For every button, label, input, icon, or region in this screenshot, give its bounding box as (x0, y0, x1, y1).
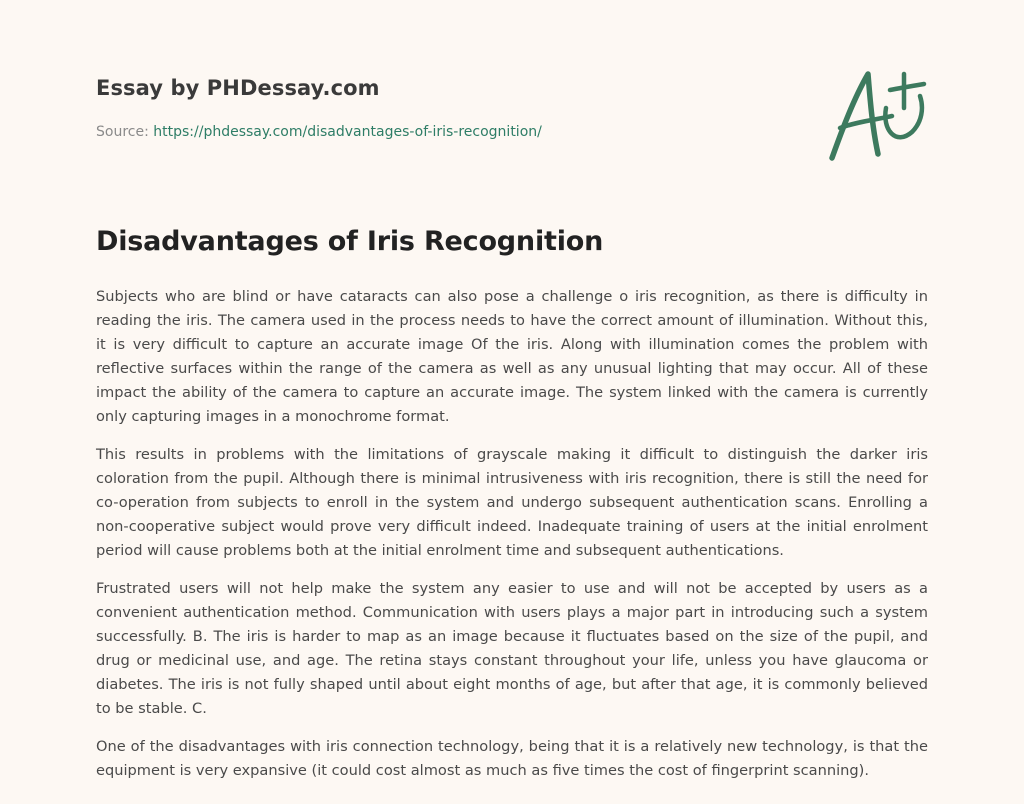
essay-paragraph: This results in problems with the limitations of grayscale making it difficult to distinguish the darker iris coloration from the pupil. Although there is minimal intrusiveness with iris recognition, there is still the need for co-operation from subjects to enroll in the system and undergo subsequent authentication scans. Enrolling a non-cooperative subject would prove very difficult indeed. Inadequate training of users at the initial enrolment period will cause problems both at the initial enrolment time and subsequent authentications. (96, 446, 928, 559)
site-header (96, 76, 928, 176)
a-plus-logo-icon (820, 68, 932, 164)
source-link[interactable]: https://phdessay.com/disadvantages-of-iris-recognition/ (153, 124, 542, 140)
source-label: Source: (96, 124, 154, 140)
essay-paragraph: Subjects who are blind or have cataracts can also pose a challenge o iris recognition, as there is difficulty in reading the iris. The camera used in the process needs to have the correct amount of illumination. Without this, it is very difficult to capture an accurate image Of the iris. Along with illumination comes the problem with reflective surfaces within the range of the camera as well as any unusual lighting that may occur. All of these impact the ability of the camera to capture an accurate image. The system linked with the camera is currently only capturing images in a monochrome format. (96, 288, 928, 425)
essay-paragraph: Frustrated users will not help make the system any easier to use and will not be accepted by users as a convenient authentication method. Communication with users plays a major part in introducing such a system successfully. B. The iris is harder to map as an image because it fluctuates based on the size of the pupil, and drug or medicinal use, and age. The retina stays constant throughout your life, unless you have glaucoma or diabetes. The iris is not fully shaped until about eight months of age, but after that age, it is commonly believed to be stable. C. (96, 580, 928, 717)
essay-title: Disadvantages of Iris Recognition (96, 226, 604, 257)
essay-body (96, 285, 928, 797)
site-name: Essay by PHDessay.com (96, 76, 380, 100)
essay-paragraph: One of the disadvantages with iris connection technology, being that it is a relatively new technology, is that the equipment is very expansive (it could cost almost as much as five times the cost of fingerprint scanning). (96, 738, 928, 779)
source-line (96, 124, 542, 140)
